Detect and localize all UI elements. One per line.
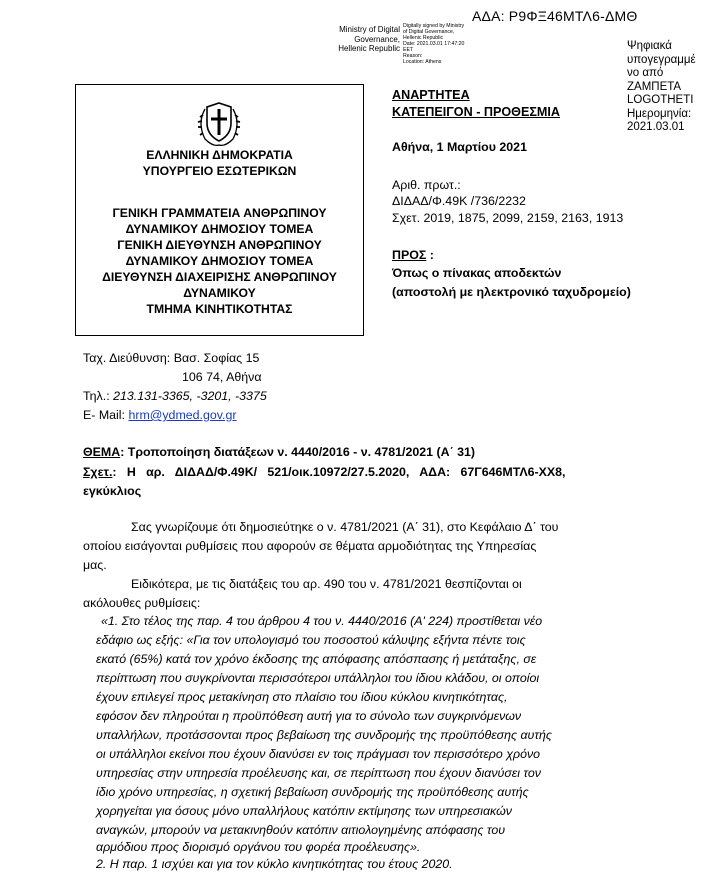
quote-line: χορηγείται για όσους μόνο υπαλλήλους κατόπιν εκτίμησης των υπηρεσιακών	[96, 804, 512, 818]
protocol-label: Αριθ. πρωτ.:	[392, 178, 461, 192]
related-document-type: εγκύκλιος	[83, 484, 142, 498]
place-date: Αθήνα, 1 Μαρτίου 2021	[392, 140, 527, 154]
recipients-label: ΠΡΟΣ :	[392, 248, 434, 262]
quote-line: έχουν επιλεγεί προς μετακίνηση στο πλαίσιο του ίδιου κύκλου κινητικότητας,	[96, 690, 508, 704]
body-line: μας.	[83, 558, 107, 572]
email-line: E- Mail: hrm@ydmed.gov.gr	[83, 408, 237, 422]
postal-code: 106 74, Αθήνα	[182, 370, 262, 384]
quote-line: οι υπάλληλοι εκείνοι που έχουν διανύσει εν τοις πράγμασι τον περισσότερο χρόνο	[96, 747, 541, 761]
email-link[interactable]: hrm@ydmed.gov.gr	[128, 408, 237, 422]
subject-line: ΘΕΜΑ: Τροποποίηση διατάξεων ν. 4440/2016 - ν. 4781/2021 (Α΄ 31)	[83, 445, 476, 459]
quote-line: εκατό (65%) κατά τον χρόνο έκδοσης της απόφασης απόσπασης ή μετάταξης, σε	[96, 652, 537, 666]
department-line: ΔΥΝΑΜΙΚΟΥ ΔΗΜΟΣΙΟΥ ΤΟΜΕΑ	[125, 254, 314, 268]
digital-signature-details: Digitally signed by Ministry of Digital Governance, Hellenic Republic Date: 2021.03.01 17:47:20 EET Reason: Location: Athens	[403, 23, 465, 65]
quote-line: υπηρεσίας στην υπηρεσία προέλευσης και, σε περίπτωση που έχουν διανύσει τον	[96, 766, 541, 780]
greek-coat-of-arms-icon	[191, 99, 247, 151]
department-line: ΔΥΝΑΜΙΚΟΥ ΔΗΜΟΣΙΟΥ ΤΟΜΕΑ	[125, 222, 314, 236]
urgency-label: ΚΑΤΕΠΕΙΓΟΝ - ΠΡΟΘΕΣΜΙΑ	[392, 105, 561, 119]
quote-line: αρμόδιου προς διορισμό οργάνου του φορέα προέλευσης».	[96, 840, 421, 854]
quote-line: «1. Στο τέλος της παρ. 4 του άρθρου 4 του ν. 4440/2016 (Α' 224) προστίθεται νέο	[101, 614, 543, 628]
related-document: Σχετ.: Η αρ. ΔΙΔΑΔ/Φ.49Κ/ 521/οικ.10972/27.5.2020, ΑΔΑ: 67Γ646ΜΤΛ6-ΧΧ8,	[83, 465, 566, 479]
body-line: Ειδικότερα, με τις διατάξεις του αρ. 490 του ν. 4781/2021 θεσπίζονται οι	[131, 577, 522, 591]
sender-box	[75, 84, 364, 336]
quote-line: εφόσον δεν πληρούται η προϋπόθεση αυτή για το σύνολο των συγκρινόμενων	[96, 709, 522, 723]
protocol-number: ΔΙΔΑΔ/Φ.49Κ /736/2232	[392, 194, 526, 208]
quote-line: ίδιο χρόνο υπηρεσίας, η σχετική βεβαίωση συνδρομής της προϋπόθεσης αυτής	[96, 785, 529, 799]
recipients-text: Όπως ο πίνακας αποδεκτών	[392, 266, 562, 280]
quote-line: υπαλλήλων, προτάσσονται προς βεβαίωση της συνδρομής της προϋπόθεσης αυτής	[96, 728, 552, 742]
posting-label: ΑΝΑΡΤΗΤΕΑ	[392, 88, 470, 102]
signed-by-block: Ψηφιακά υπογεγραμμέ νο από ΖΑΜΠΕΤΑ LOGOTHETI Ημερομηνία: 2021.03.01	[627, 40, 696, 133]
body-line: Σας γνωρίζουμε ότι δημοσιεύτηκε ο ν. 4781/2021 (Α΄ 31), στο Κεφάλαιο Δ΄ του	[131, 520, 559, 534]
country-name: ΕΛΛΗΝΙΚΗ ΔΗΜΟΚΡΑΤΙΑ	[146, 148, 293, 162]
body-line: οποίου εισάγονται ρυθμίσεις που αφορούν σε θέματα αρμοδιότητας της Υπηρεσίας	[83, 539, 537, 553]
quote-line: περίπτωση που συγκρίνονται περισσότεροι υπάλληλοι του ίδιου κλάδου, οι οποίοι	[96, 671, 540, 685]
department-line: ΓΕΝΙΚΗ ΔΙΕΥΘΥΝΣΗ ΑΝΘΡΩΠΙΝΟΥ	[117, 238, 322, 252]
ada-code: ΑΔΑ: Ρ9ΦΞ46ΜΤΛ6-ΔΜΘ	[472, 8, 638, 24]
delivery-note: (αποστολή με ηλεκτρονικό ταχυδρομείο)	[392, 285, 631, 299]
street-address: Ταχ. Διεύθυνση: Βασ. Σοφίας 15	[83, 351, 260, 365]
department-line: ΓΕΝΙΚΗ ΓΡΑΜΜΑΤΕΙΑ ΑΝΘΡΩΠΙΝΟΥ	[112, 206, 327, 220]
body-line: ακόλουθες ρυθμίσεις:	[83, 596, 201, 610]
related-numbers: Σχετ. 2019, 1875, 2099, 2159, 2163, 1913	[392, 211, 624, 225]
ministry-signature: Ministry of Digital Governance, Hellenic Republic	[338, 25, 400, 53]
quote-line: αναγκών, μπορούν να μετακινηθούν κατόπιν αιτιολογημένης απόφασης του	[96, 823, 506, 837]
quote-line: εδάφιο ως εξής: «Για τον υπολογισμό του ποσοστού κάλυψης εξήντα πέντε τοις	[96, 633, 526, 647]
department-line: ΤΜΗΜΑ ΚΙΝΗΤΙΚΟΤΗΤΑΣ	[146, 302, 293, 316]
department-line: ΔΥΝΑΜΙΚΟΥ	[183, 286, 256, 300]
ministry-name: ΥΠΟΥΡΓΕΙΟ ΕΣΩΤΕΡΙΚΩΝ	[142, 164, 297, 178]
quote-line: 2. Η παρ. 1 ισχύει και για τον κύκλο κινητικότητας του έτους 2020.	[96, 857, 453, 871]
department-line: ΔΙΕΥΘΥΝΣΗ ΔΙΑΧΕΙΡΙΣΗΣ ΑΝΘΡΩΠΙΝΟΥ	[102, 270, 337, 284]
phone-numbers: Τηλ.: 213.131-3365, -3201, -3375	[83, 389, 267, 403]
